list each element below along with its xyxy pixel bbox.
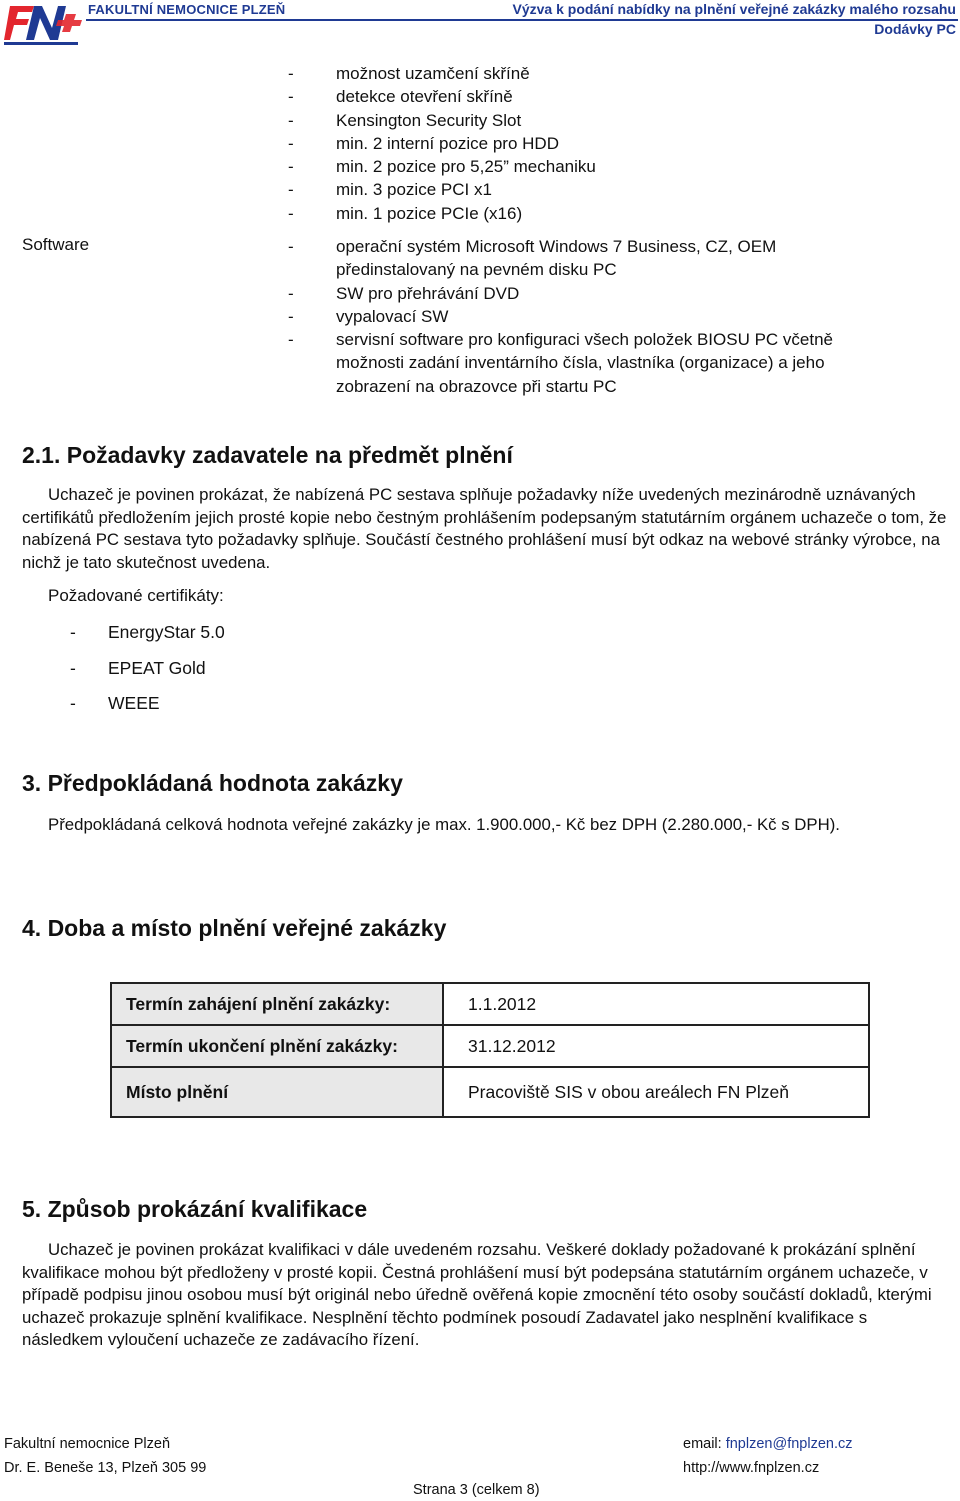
list-item: - SW pro přehrávání DVD [288, 282, 833, 305]
certificates-label: Požadované certifikáty: [48, 586, 224, 605]
list-item: - min. 2 interní pozice pro HDD [288, 132, 596, 155]
case-features-list [288, 62, 596, 225]
list-item-continuation: předinstalovaný na pevném disku PC [336, 260, 617, 280]
list-item: - možnost uzamčení skříně [288, 62, 596, 85]
list-item-continuation: zobrazení na obrazovce při startu PC [336, 376, 617, 396]
table-cell-label: Termín ukončení plnění zakázky: [111, 1025, 443, 1067]
footer-web-link[interactable]: http://www.fnplzen.cz [683, 1460, 820, 1476]
footer-email [683, 1436, 852, 1452]
list-item: - EnergyStar 5.0 [70, 620, 225, 656]
list-item: - Kensington Security Slot [288, 109, 596, 132]
section-heading-3: 3. Předpokládaná hodnota zakázky [22, 770, 403, 796]
term-table [110, 982, 870, 1118]
certificates-list [70, 620, 225, 727]
section-2-1-paragraph: Uchazeč je povinen prokázat, že nabízená PC sestava splňuje požadavky níže uvedených mezinárodně uznávaných certifikátů předložením jejich prosté kopie nebo čestným prohlášením podepsaným statutárním orgánem uchazeče o tom, že nabízená PC sestava tyto požadavky splňuje. Součástí čestného prohlášení musí být odkaz na webové stránky výrobce, na nichž je tato skutečnost uvedena. [22, 485, 947, 572]
footer-email-link[interactable]: fnplzen@fnplzen.cz [725, 1436, 853, 1452]
table-row [111, 983, 869, 1025]
list-item: - min. 3 pozice PCI x1 [288, 178, 596, 201]
list-item: - min. 1 pozice PCIe (x16) [288, 202, 596, 225]
header-rule [86, 19, 958, 21]
footer-address: Dr. E. Beneše 13, Plzeň 305 99 [4, 1460, 207, 1476]
section-5-paragraph: Uchazeč je povinen prokázat kvalifikaci v dále uvedeném rozsahu. Veškeré doklady požadované k prokázání splnění kvalifikace mohou být předloženy v prosté kopii. Čestná prohlášení musí být podepsána statutárním orgánem uchazeče, v případě podpisu jinou osobou musí být originál nebo úředně ověřená kopie zmocnění této osoby součástí dokladů, kterými uchazeč prokazuje splnění kvalifikace. Nesplnění těchto podmínek posoudí Zadavatel jako nesplnění kvalifikace s následkem vyloučení uchazeče ze zadávacího řízení. [22, 1240, 932, 1350]
footer-email-label: email: [683, 1436, 722, 1452]
hospital-logo [4, 2, 82, 48]
list-item: - WEEE [70, 691, 225, 727]
table-row [111, 1067, 869, 1117]
list-item: - detekce otevření skříně [288, 85, 596, 108]
list-item: - vypalovací SW [288, 305, 833, 328]
table-cell-label: Termín zahájení plnění zakázky: [111, 983, 443, 1025]
list-item: - EPEAT Gold [70, 656, 225, 692]
list-item: - min. 2 pozice pro 5,25” mechaniku [288, 155, 596, 178]
section-heading-5: 5. Způsob prokázání kvalifikace [22, 1196, 368, 1222]
software-list [288, 235, 833, 398]
table-row [111, 1025, 869, 1067]
table-cell-label: Místo plnění [111, 1067, 443, 1117]
page-number: Strana 3 (celkem 8) [413, 1482, 540, 1498]
hospital-name: FAKULTNÍ NEMOCNICE PLZEŇ [88, 2, 286, 17]
document-title: Výzva k podání nabídky na plnění veřejné zakázky malého rozsahu [512, 1, 956, 17]
document-subtitle: Dodávky PC [874, 21, 956, 37]
footer-org: Fakultní nemocnice Plzeň [4, 1436, 171, 1452]
section-heading-4: 4. Doba a místo plnění veřejné zakázky [22, 915, 447, 941]
table-cell-value: 31.12.2012 [443, 1025, 869, 1067]
section-3-paragraph: Předpokládaná celková hodnota veřejné zakázky je max. 1.900.000,- Kč bez DPH (2.280.000,- Kč s DPH). [48, 815, 840, 834]
list-item: - servisní software pro konfiguraci všech položek BIOSU PC včetně [288, 328, 833, 351]
table-cell-value: 1.1.2012 [443, 983, 869, 1025]
section-heading-2-1: 2.1. Požadavky zadavatele na předmět plnění [22, 442, 513, 468]
list-item-continuation: možnosti zadání inventárního čísla, vlastníka (organizace) a jeho [336, 353, 825, 373]
software-label: Software [22, 235, 90, 254]
table-cell-value: Pracoviště SIS v obou areálech FN Plzeň [443, 1067, 869, 1117]
list-item: - operační systém Microsoft Windows 7 Business, CZ, OEM [288, 235, 833, 258]
